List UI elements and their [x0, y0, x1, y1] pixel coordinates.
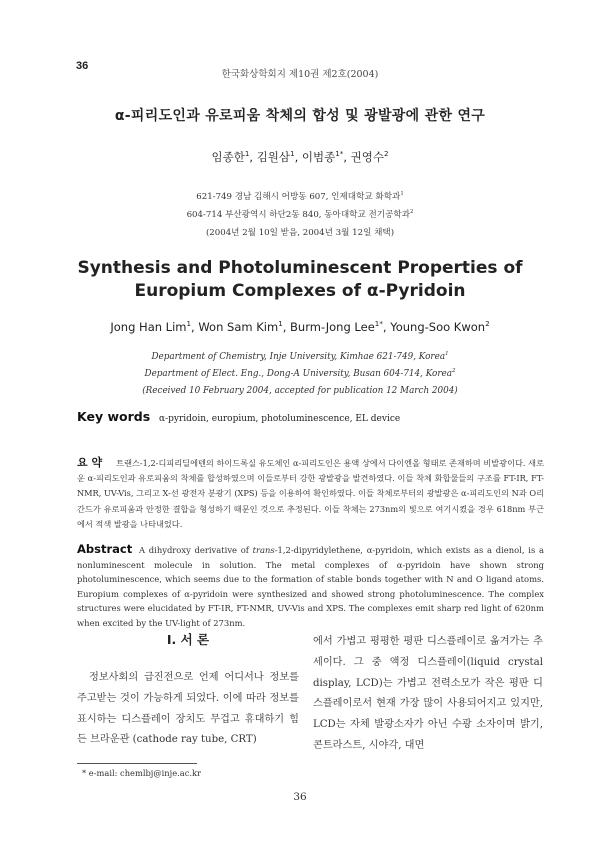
author-sup: 1: [186, 319, 192, 329]
abstract-italic: trans: [252, 545, 275, 555]
author-name: Burm-Jong Lee: [290, 320, 375, 334]
keywords-label: Key words: [77, 409, 151, 424]
english-received: (Received 10 February 2004, accepted for publication 12 March 2004): [142, 386, 458, 396]
korean-title: α-피리도인과 유로피움 착체의 합성 및 광발광에 관한 연구: [114, 108, 486, 124]
korean-authors: 임종한$^1$, 김원삼$^1$, 이범종$^{1*}$, 권영수$^2$: [211, 149, 389, 164]
author-name: 김원삼: [256, 150, 291, 164]
korean-affiliation-1: [0, 190, 600, 202]
aff-sup: 1: [445, 351, 449, 358]
keywords-text: α-pyridoin, europium, photoluminescence, EL device: [159, 414, 401, 424]
body-left-column: 정보사회의 급진전으로 언제 어디서나 정보를 주고받는 것이 가능하게 되었다. 이에 따라 정보를 표시하는 디스플레이 장치도 무겁고 휴대하기 힘든 브라운관 (cathode ray tube, CRT): [77, 672, 299, 746]
author-name: 권영수: [350, 150, 384, 164]
english-abstract-label: Abstract: [77, 542, 133, 556]
author-sup: 1*: [335, 149, 344, 159]
english-affiliation-2: [0, 369, 600, 379]
aff-sup: 2: [451, 368, 456, 375]
author-sup: 1: [244, 149, 250, 159]
aff-sup: 2: [410, 209, 414, 216]
author-sup: 1: [290, 149, 295, 159]
aff-text: Department of Elect. Eng., Dong-A University, Busan 604-714, Korea: [144, 369, 452, 379]
author-name: Young-Soo Kwon: [390, 320, 486, 334]
english-authors: Jong Han Lim$^1$, Won Sam Kim$^1$, Burm-Jong Lee$^{1*}$, Young-Soo Kwon$^2$: [110, 319, 490, 334]
keywords: [77, 409, 400, 424]
author-sup: 1: [278, 319, 283, 329]
english-abstract: [77, 542, 544, 631]
body-right-column: 에서 가볍고 평평한 평판 디스플레이로 옮겨가는 추세이다. 그 중 액정 디스플레이(liquid crystal display, LCD)는 가볍고 전력소모가 작은 평판 디스플레이로서 현재 가장 많이 사용되어지고 있지만, LCD는 자체 발광소자가 아닌 수광 소자이며 밝기, 콘트라스트, 시야각, 대면: [313, 636, 543, 751]
english-title-line2: Europium Complexes of α-Pyridoin: [134, 281, 466, 301]
author-name: Jong Han Lim: [110, 320, 187, 334]
english-affiliation-1: [0, 352, 600, 362]
author-name: 임종한: [211, 150, 245, 164]
korean-abstract-text: 트랜스-1,2-디피리딜에텐의 하이드록실 유도체인 α-피리도인은 용액 상에서 다이엔올 형태로 존재하며 비발광이다. 새로운 α-피리도인과 유로피움의 착체를 합성하였으며 이들로부터 강한 광발광을 발견하였다. 이들 착체 화합물들의 구조를 FT-IR, FT-NMR, UV-Vis, 그리고 X-선 광전자 분광기 (XPS) 등을 이용하여 확인하였다. 이들 착체로부터의 광발광은 α-피리도인의 N과 O리간드가 유로피움과 안정한 결합을 형성하기 때문인 것으로 추정된다. 이들 착체는 273nm의 빛으로 여기시켰을 경우 618nm 부근에서 적색 발광을 나타내었다.: [77, 458, 544, 529]
aff-sup: 1: [400, 191, 404, 198]
author-name: Won Sam Kim: [198, 320, 279, 334]
korean-received: (2004년 2월 10일 받음, 2004년 3월 12일 채택): [205, 228, 395, 238]
korean-abstract: [77, 455, 544, 532]
english-title: [0, 257, 600, 303]
aff-text: 621-749 경남 김해시 어방동 607, 인제대학교 화학과: [196, 192, 401, 202]
section-heading: Ⅰ. 서 론: [166, 632, 210, 647]
footnote: * e-mail: chemlbj@inje.ac.kr: [82, 768, 201, 778]
aff-text: 604-714 부산광역시 하단2동 840, 동아대학교 전기공학과: [186, 210, 410, 220]
journal-header: 한국화상학회지 제10권 제2호(2004): [221, 69, 379, 80]
english-title-line1: Synthesis and Photoluminescent Properties of: [77, 258, 523, 278]
footnote-rule: [77, 763, 197, 764]
korean-abstract-label: 요 약: [77, 456, 103, 469]
korean-affiliation-2: [0, 208, 600, 220]
page-number-top: 36: [76, 60, 89, 72]
author-sup: 2: [485, 319, 490, 329]
page-number-bottom: 36: [293, 791, 307, 803]
abstract-text-before: A dihydroxy derivative of: [138, 545, 253, 555]
aff-text: Department of Chemistry, Inje University, Kimhae 621-749, Korea: [151, 352, 446, 362]
abstract-text-after: -1,2-dipyridylethene, α-pyridoin, which exists as a dienol, is a nonluminescent molecule in solution. The metal complexes of α-pyridoin have shown strong photoluminescence, which seems due to the formation of stable bonds together with N and O ligand atoms. Europium complexes of α-pyridoin were synthesized and showed strong photoluminescence. The complex structures were elucidated by FT-IR, FT-NMR, UV-Vis and XPS. The complexes emit sharp red light of 620nm when excited by the UV-light of 273nm.: [77, 545, 544, 628]
author-name: 이범종: [301, 150, 336, 164]
author-sup: 1*: [374, 319, 383, 329]
author-sup: 2: [383, 149, 389, 159]
